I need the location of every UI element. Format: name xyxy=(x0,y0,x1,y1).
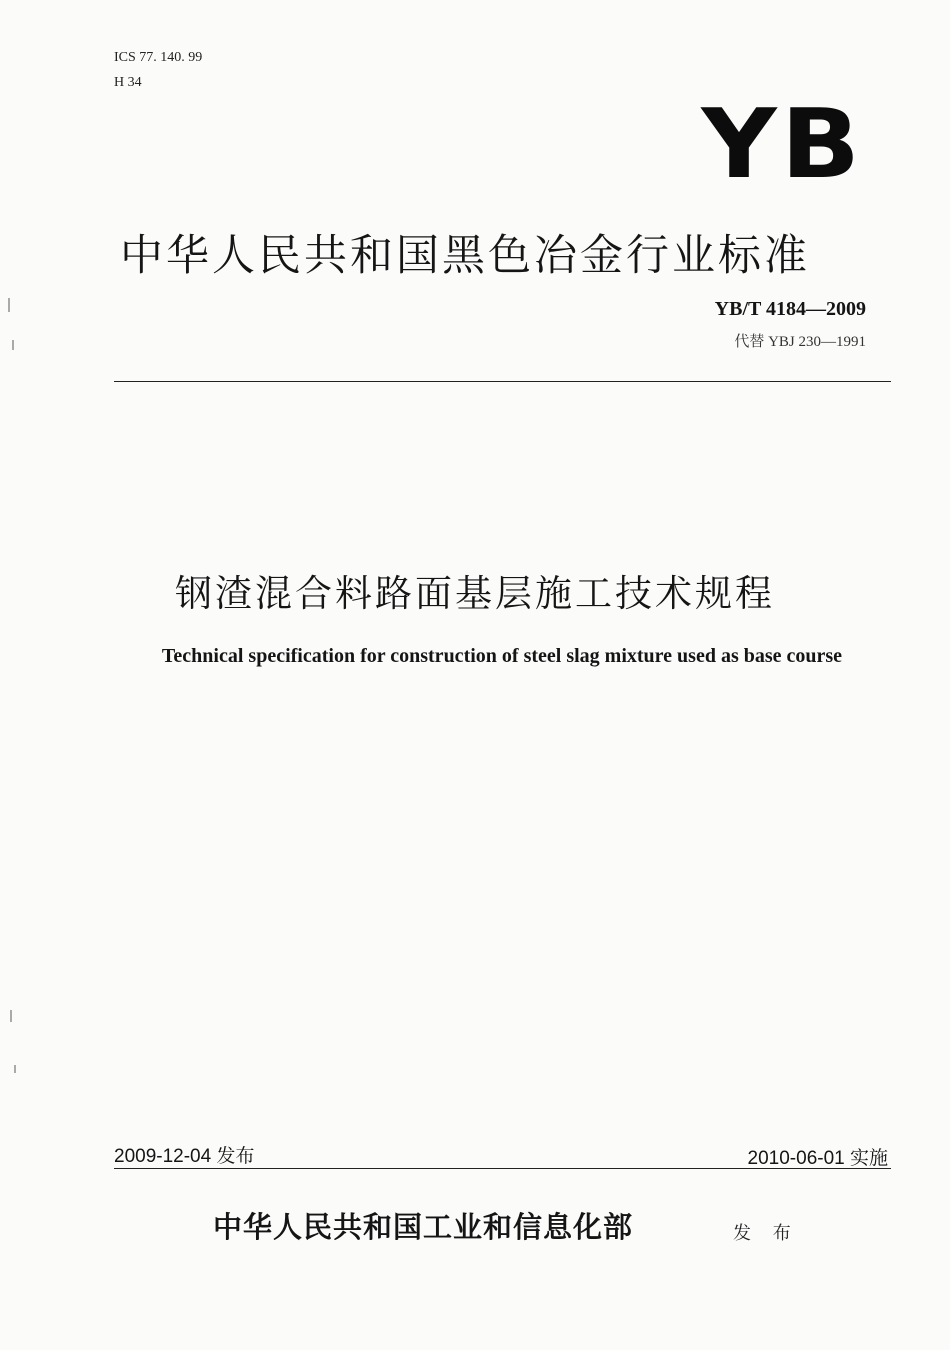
replaces-standard: 代替 YBJ 230—1991 xyxy=(734,334,866,350)
standard-category-title: 中华人民共和国黑色冶金行业标准 xyxy=(120,231,810,281)
scan-speck xyxy=(8,298,10,312)
ics-code: ICS 77. 140. 99 xyxy=(114,50,203,65)
bottom-divider xyxy=(114,1168,891,1169)
scan-speck xyxy=(14,1065,16,1073)
yb-logo: YB xyxy=(701,87,864,200)
scan-speck xyxy=(10,1010,12,1022)
standard-number: YB/T 4184—2009 xyxy=(714,298,866,320)
scan-speck xyxy=(12,340,14,350)
ccs-code: H 34 xyxy=(114,75,142,90)
top-divider xyxy=(114,381,891,382)
implementation-date: 2010-06-01 实施 xyxy=(747,1148,888,1169)
document-title-english: Technical specification for construction of steel slag mixture used as base course xyxy=(161,645,843,667)
issuing-action: 发 布 xyxy=(733,1223,799,1244)
issuing-authority: 中华人民共和国工业和信息化部 xyxy=(213,1210,634,1244)
issue-date: 2009-12-04 发布 xyxy=(114,1146,255,1167)
document-title-chinese: 钢渣混合料路面基层施工技术规程 xyxy=(175,572,775,615)
